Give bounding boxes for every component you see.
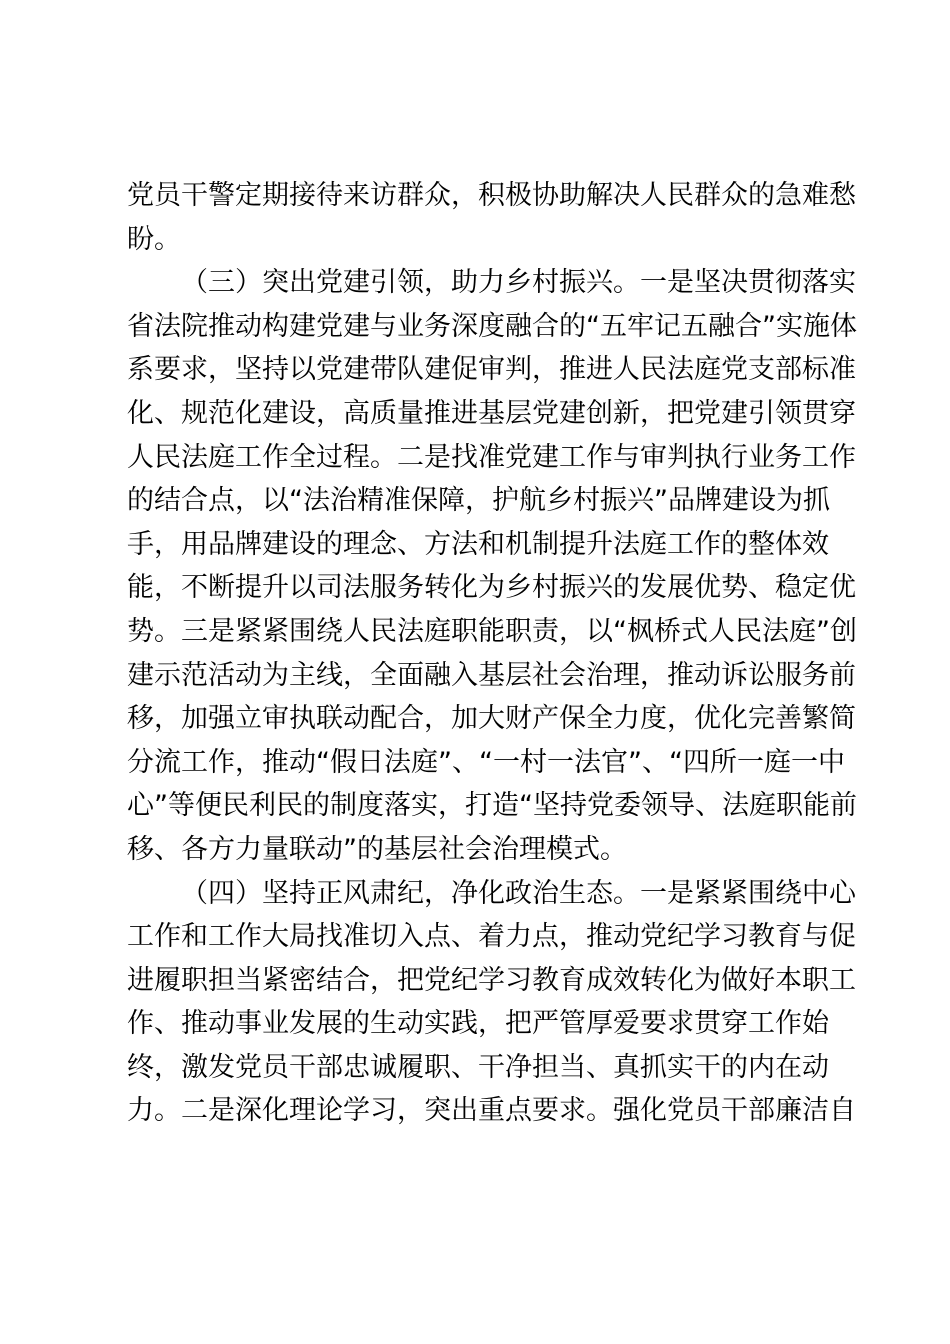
text-line: 的结合点，以“法治精准保障，护航乡村振兴”品牌建设为抓: [127, 485, 830, 517]
text-line: 人民法庭工作全过程。二是找准党建工作与审判执行业务工作: [127, 441, 856, 473]
paragraph-start-line: （三）突出党建引领，助力乡村振兴。一是坚决贯彻落实: [181, 267, 856, 299]
text-line: 党员干警定期接待来访群众，积极协助解决人民群众的急难愁: [127, 180, 856, 211]
text-line: 进履职担当紧密结合，把党纪学习教育成效转化为做好本职工: [127, 964, 856, 996]
text-line: 系要求，坚持以党建带队建促审判，推进人民法庭党支部标准: [127, 354, 856, 386]
text-line: 心”等便民利民的制度落实，打造“坚持党委领导、法庭职能前: [127, 790, 857, 822]
text-line: 势。三是紧紧围绕人民法庭职能职责，以“枫桥式人民法庭”创: [127, 615, 857, 647]
text-line: 终，激发党员干部忠诚履职、干净担当、真抓实干的内在动: [127, 1051, 829, 1083]
text-line: 能，不断提升以司法服务转化为乡村振兴的发展优势、稳定优: [127, 572, 856, 604]
body-text: [127, 174, 857, 1133]
text-line: 省法院推动构建党建与业务深度融合的“五牢记五融合”实施体: [127, 310, 857, 342]
text-line: 建示范活动为主线，全面融入基层社会治理，推动诉讼服务前: [127, 659, 856, 691]
paragraph-start-line: （四）坚持正风肃纪，净化政治生态。一是紧紧围绕中心: [181, 877, 856, 909]
text-line: 移、各方力量联动”的基层社会治理模式。: [127, 833, 627, 865]
text-line: 分流工作，推动“假日法庭”、“一村一法官”、“四所一庭一中: [127, 746, 845, 778]
text-line: 化、规范化建设，高质量推进基层党建创新，把党建引领贯穿: [127, 397, 856, 429]
text-line: 手，用品牌建设的理念、方法和机制提升法庭工作的整体效: [127, 528, 829, 560]
text-line: 作、推动事业发展的生动实践，把严管厚爱要求贯穿工作始: [127, 1008, 829, 1040]
text-line: 工作和工作大局找准切入点、着力点，推动党纪学习教育与促: [127, 921, 856, 953]
text-line: 移，加强立审执联动配合，加大财产保全力度，优化完善繁简: [127, 703, 856, 735]
text-line: 力。二是深化理论学习，突出重点要求。强化党员干部廉洁自: [127, 1095, 856, 1127]
text-line: 盼。: [127, 223, 181, 255]
